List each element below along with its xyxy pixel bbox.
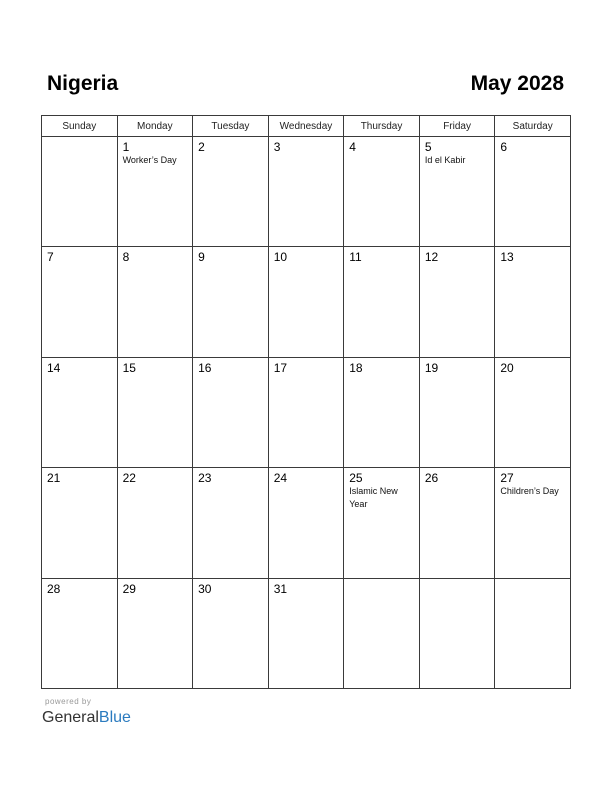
day-number xyxy=(42,137,117,140)
day-cell xyxy=(117,247,193,357)
holiday-label: Worker’s Day xyxy=(122,155,177,165)
week-row xyxy=(42,578,571,688)
brand-blue-text: Blue xyxy=(98,709,131,726)
day-cell xyxy=(344,137,420,247)
month-year-title: May 2028 xyxy=(470,72,564,95)
day-number: 18 xyxy=(349,360,363,375)
day-number: 25 xyxy=(349,471,363,486)
powered-by-label: powered by xyxy=(45,697,92,706)
day-number: 3 xyxy=(273,140,281,154)
day-number: 26 xyxy=(424,471,439,486)
day-cell xyxy=(419,357,495,467)
day-number: 11 xyxy=(349,250,362,265)
day-number: 4 xyxy=(349,140,356,154)
day-cell xyxy=(268,468,344,578)
day-cell xyxy=(495,357,571,467)
day-cell xyxy=(42,137,118,247)
day-number: 16 xyxy=(198,360,212,375)
day-number: 10 xyxy=(273,250,288,265)
day-cell xyxy=(42,247,118,357)
day-number xyxy=(495,579,570,582)
day-cell xyxy=(495,137,571,247)
day-number: 1 xyxy=(122,140,130,154)
day-cell xyxy=(419,247,495,357)
weekday-header-wednesday: Wednesday xyxy=(268,116,344,137)
day-number xyxy=(344,579,419,582)
day-number: 13 xyxy=(500,250,514,265)
weekday-header-friday: Friday xyxy=(419,116,495,137)
day-number: 29 xyxy=(122,581,136,596)
day-number: 21 xyxy=(47,471,61,486)
day-cell xyxy=(344,357,420,467)
day-cell xyxy=(419,468,495,578)
day-cell xyxy=(42,578,118,688)
country-title: Nigeria xyxy=(47,72,119,95)
day-cell xyxy=(117,578,193,688)
holiday-label: Id el Kabir xyxy=(424,155,466,165)
day-cell xyxy=(419,578,495,688)
day-cell xyxy=(193,247,269,357)
brand-general-text: General xyxy=(42,709,99,726)
day-number: 20 xyxy=(500,360,514,375)
day-number: 8 xyxy=(122,250,130,265)
holiday-label: Islamic New Year xyxy=(349,486,398,510)
day-number: 6 xyxy=(500,140,508,154)
weekday-header-tuesday: Tuesday xyxy=(193,116,269,137)
day-cell xyxy=(193,137,269,247)
day-cell xyxy=(344,247,420,357)
weekday-header-sunday: Sunday xyxy=(42,116,118,137)
day-number: 19 xyxy=(424,360,439,375)
brand-logo[interactable] xyxy=(42,709,131,727)
day-cell xyxy=(193,468,269,578)
day-number: 15 xyxy=(122,360,136,375)
day-cell xyxy=(193,578,269,688)
day-number: 9 xyxy=(198,250,205,265)
day-number: 14 xyxy=(47,360,61,375)
week-row xyxy=(42,137,571,247)
day-cell xyxy=(268,137,344,247)
day-cell xyxy=(268,247,344,357)
day-number: 2 xyxy=(198,140,205,154)
day-cell xyxy=(42,468,118,578)
day-cell xyxy=(193,357,269,467)
day-number xyxy=(420,579,495,582)
day-cell xyxy=(268,357,344,467)
day-number: 23 xyxy=(198,471,212,486)
day-cell xyxy=(117,137,193,247)
day-cell xyxy=(495,578,571,688)
day-number: 24 xyxy=(273,471,288,486)
day-number: 12 xyxy=(424,250,439,265)
day-cell xyxy=(495,247,571,357)
weekday-header-saturday: Saturday xyxy=(495,116,571,137)
calendar-grid xyxy=(41,115,571,689)
day-number: 31 xyxy=(273,581,288,596)
day-cell xyxy=(344,578,420,688)
holiday-label: Children’s Day xyxy=(500,486,559,497)
day-number: 7 xyxy=(47,250,54,265)
day-cell xyxy=(495,468,571,578)
week-row xyxy=(42,357,571,467)
day-cell xyxy=(268,578,344,688)
week-row xyxy=(42,468,571,578)
day-number: 30 xyxy=(198,581,212,596)
weekday-header-row xyxy=(42,116,571,137)
weekday-header-thursday: Thursday xyxy=(344,116,420,137)
day-number: 27 xyxy=(500,471,514,486)
week-row xyxy=(42,247,571,357)
day-cell xyxy=(117,357,193,467)
day-number: 17 xyxy=(273,360,288,375)
day-cell xyxy=(419,137,495,247)
day-number: 28 xyxy=(47,581,61,596)
day-cell xyxy=(117,468,193,578)
day-cell xyxy=(344,468,420,578)
day-number: 22 xyxy=(122,471,136,486)
day-number: 5 xyxy=(424,140,432,154)
weekday-header-monday: Monday xyxy=(117,116,193,137)
day-cell xyxy=(42,357,118,467)
